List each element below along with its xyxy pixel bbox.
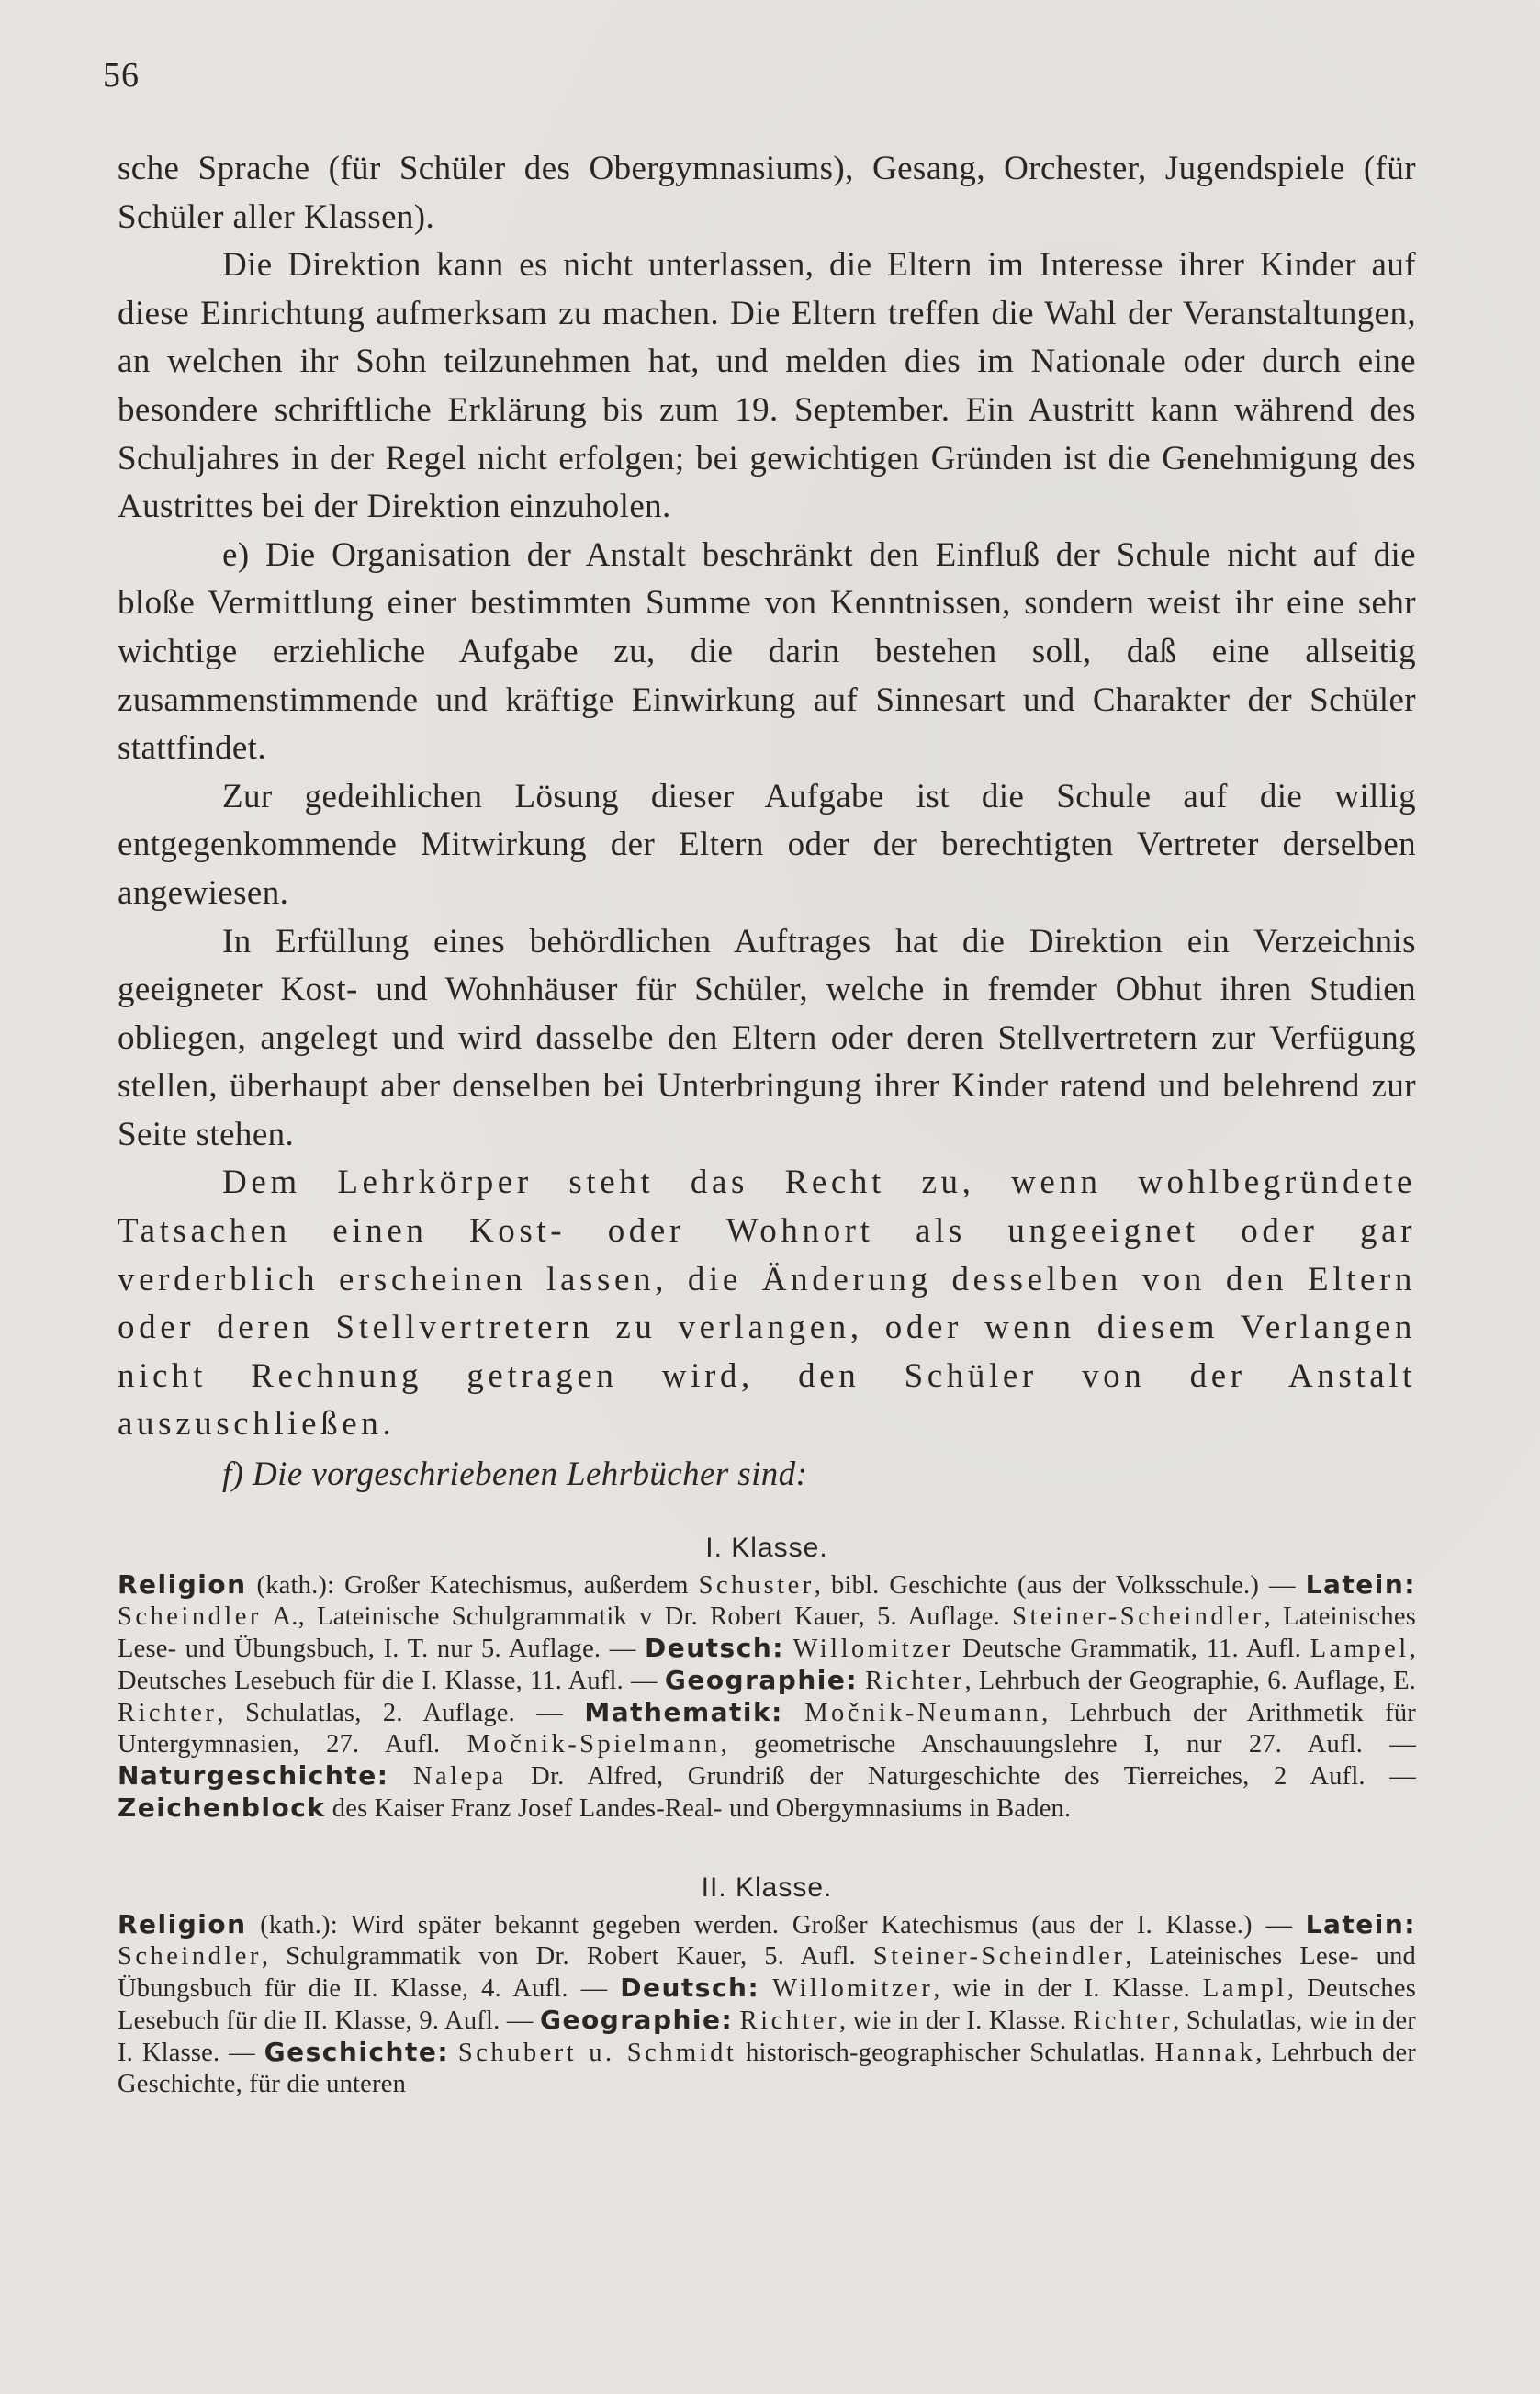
subject-geschichte: Geschichte:: [264, 2036, 450, 2067]
author-name: Schubert u. Schmidt: [457, 2038, 737, 2067]
subject-religion: Religion: [118, 1908, 247, 1939]
author-name: Nalepa: [412, 1761, 507, 1791]
subject-geographie: Geographie:: [539, 2004, 734, 2035]
author-name: Richter: [1073, 2006, 1174, 2035]
class-heading-1: I. Klasse.: [705, 1532, 828, 1563]
subject-deutsch: Deutsch:: [645, 1632, 784, 1663]
author-name: Scheindler: [118, 1602, 262, 1631]
author-name: Steiner-Scheindler: [1012, 1602, 1265, 1631]
author-name: Steiner-Scheindler: [872, 1941, 1126, 1971]
subject-naturgeschichte: Naturgeschichte:: [118, 1759, 389, 1791]
class-heading-2: II. Klasse.: [701, 1871, 833, 1903]
subject-latein: Latein:: [1305, 1568, 1416, 1600]
author-name: Richter: [739, 2006, 840, 2035]
author-name: Lampel: [1310, 1634, 1410, 1663]
author-name: Willomitzer: [772, 1973, 934, 2003]
subject-deutsch: Deutsch:: [620, 1972, 760, 2003]
paragraph-loesung: Zur gedeihlichen Lösung dieser Aufgabe ist die Schule auf die willig entgegenkommende Mitwirkung der Eltern oder der berechtigten Vertreter derselben angewiesen.: [118, 777, 1416, 912]
subject-latein: Latein:: [1305, 1908, 1416, 1939]
author-name: Hannak: [1154, 2038, 1256, 2067]
author-name: Willomitzer: [792, 1634, 954, 1663]
page-body: [118, 145, 1416, 2100]
author-name: Lampl: [1202, 1973, 1287, 2003]
author-name: Močnik-Spielmann: [466, 1729, 721, 1759]
paragraph-lehrkoerper: Dem Lehrkörper steht das Recht zu, wenn wohlbegründete Tatsachen einen Kost- oder Wohnort als ungeeignet oder gar verderblich erscheinen lassen, die Änderung desselben von den Eltern oder deren Stellvertretern zu verlangen, oder wenn diesem Verlangen nicht Rechnung getragen wird, den Schüler von der Anstalt auszuschließen.: [118, 1163, 1416, 1444]
subject-religion: Religion: [118, 1568, 247, 1600]
paragraph-e-organisation: e) Die Organisation der Anstalt beschränkt den Einfluß der Schule nicht auf die bloße Vermittlung einer bestimmten Summe von Kenntnissen, sondern weist ihr eine sehr wichtige erziehliche Aufgabe zu, die darin bestehen soll, daß eine allseitig zusammenstimmende und kräftige Einwirkung auf Sinnesart und Charakter der Schüler stattfindet.: [118, 535, 1416, 768]
author-name: Scheindler: [118, 1941, 262, 1971]
author-name: Schuster: [698, 1570, 815, 1600]
textbook-list-class-1: Religion (kath.): Großer Katechismus, außerdem Schuster, bibl. Geschichte (aus der Volksschule.) — Latein: Scheindler A., Lateinische Schulgrammatik v Dr. Robert Kauer, 5. Auflage. Steiner-Scheindler, Lateinisches Lese- und Übungsbuch, I. T. nur 5. Auflage. — Deutsch: Willomitzer Deutsche Grammatik, 11. Aufl. Lampel, Deutsches Lesebuch für die I. Klasse, 11. Aufl. — Geographie: Richter, Lehrbuch der Geographie, 6. Auflage, E. Richter, Schulatlas, 2. Auflage. — Mathematik: Močnik-Neumann, Lehrbuch der Arithmetik für Untergymnasien, 27. Aufl. Močnik-Spielmann, geometrische Anschauungslehre I, nur 27. Aufl. — Naturgeschichte: Nalepa Dr. Alfred, Grundriß der Naturgeschichte des Tierreiches, 2 Aufl. — Zeichenblock des Kaiser Franz Josef Landes-Real- und Obergymnasiums in Baden.: [118, 1568, 1417, 1823]
author-name: Richter: [865, 1666, 965, 1695]
paragraph-erfuellung: In Erfüllung eines behördlichen Auftrages hat die Direktion ein Verzeichnis geeigneter Kost- und Wohnhäuser für Schüler, welche in fremder Obhut ihren Studien obliegen, angelegt und wird dasselbe den Eltern oder deren Stellvertretern zur Verfügung stellen, überhaupt aber denselben bei Unterbringung ihrer Kinder ratend und belehrend zur Seite stehen.: [118, 922, 1416, 1153]
paragraph-f-lehrbuecher: f) Die vorgeschriebenen Lehrbücher sind:: [222, 1456, 808, 1494]
page-number: 56: [103, 56, 140, 95]
subject-zeichenblock: Zeichenblock: [118, 1792, 326, 1823]
paragraph-sprache-continuation: sche Sprache (für Schüler des Obergymnasiums), Gesang, Orchester, Jugendspiele (für Schüler aller Klassen).: [118, 150, 1416, 236]
paragraph-direktion: Die Direktion kann es nicht unterlassen, die Eltern im Interesse ihrer Kinder auf diese Einrichtung aufmerksam zu machen. Die Eltern treffen die Wahl der Veranstaltungen, an welchen ihr Sohn teilzunehmen hat, und melden dies im Nationale oder durch eine besondere schriftliche Erklärung bis zum 19. September. Ein Austritt kann während des Schuljahres in der Regel nicht erfolgen; bei gewichtigen Gründen ist die Genehmigung des Austrittes bei der Direktion einzuholen.: [118, 246, 1416, 526]
subject-geographie: Geographie:: [664, 1664, 859, 1695]
author-name: Richter: [118, 1698, 218, 1727]
textbook-list-class-2: Religion (kath.): Wird später bekannt gegeben werden. Großer Katechismus (aus der I. Klasse.) — Latein: Scheindler, Schulgrammatik von Dr. Robert Kauer, 5. Aufl. Steiner-Scheindler, Lateinisches Lese- und Übungsbuch für die II. Klasse, 4. Aufl. — Deutsch: Willomitzer, wie in der I. Klasse. Lampl, Deutsches Lesebuch für die II. Klasse, 9. Aufl. — Geographie: Richter, wie in der I. Klasse. Richter, Schulatlas, wie in der I. Klasse. — Geschichte: Schubert u. Schmidt historisch-geographischer Schulatlas. Hannak, Lehrbuch der Geschichte, für die unteren: [118, 1908, 1417, 2098]
subject-mathematik: Mathematik:: [584, 1696, 783, 1727]
author-name: Močnik-Neumann: [804, 1698, 1042, 1727]
